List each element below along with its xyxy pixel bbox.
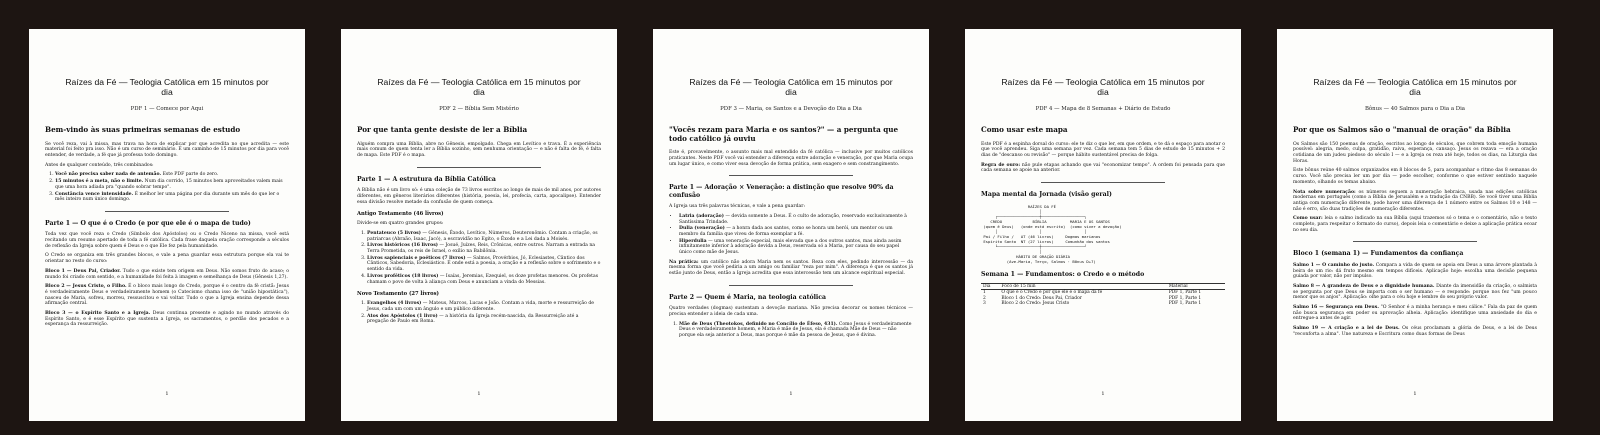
part-heading: Mapa mental da Jornada (visão geral) <box>981 191 1112 199</box>
horizontal-rule <box>1353 241 1477 242</box>
list-item-text: — Mateus, Marcos, Lucas e João. Contam a vida, morte e ressurreição de Jesus, cada um com um ângulo e um público diferente. <box>367 301 595 312</box>
pdf-page-2 <box>341 29 617 421</box>
section-heading: Por que os Salmos são o "manual de oração" da Bíblia <box>1293 125 1511 134</box>
section-heading: "Vocês rezam para Maria e os santos?" — a pergunta que todo católico já ouviu <box>669 125 899 143</box>
numbered-list <box>357 231 601 285</box>
paragraph-lead: Como usar: <box>1293 216 1323 222</box>
list-item-lead: Evangelhos (4 livros) <box>367 301 422 307</box>
paragraph-text: Quatro verdades (dogmas) sustentam a devoção mariana. Não precisa decorar os nomes técnicos — precisa entender a ideia de cada uma. <box>669 306 913 317</box>
list-item <box>367 314 601 325</box>
horizontal-rule <box>1041 182 1165 183</box>
paragraph-text: Divide-se em quatro grandes grupos: <box>357 221 444 227</box>
list-item-lead: Atos dos Apóstolos (1 livro) <box>367 313 438 319</box>
table-cell: PDF 1, Parte 1 <box>1168 290 1202 296</box>
paragraph <box>669 260 913 277</box>
table-cell: Bloco 2 do Credo: Jesus Cristo <box>1001 301 1070 307</box>
bullet-list <box>669 214 913 256</box>
list-item <box>367 274 601 285</box>
paragraph <box>1293 263 1537 280</box>
document-title: Raízes da Fé — Teologia Católica em 15 minutos por dia <box>65 77 269 97</box>
paragraph-text: A Igreja usa três palavras técnicas, e vale a pena guardar: <box>669 204 805 210</box>
table-cell: 1 <box>983 290 986 296</box>
paragraph-text: Se você reza, vai à missa, mas trava na hora de explicar por que acredita no que acredita — este material foi feito pra isso. Não é um curso de seminário. É um caminho de 15 minutos por dia para você entender, de verdade, a fé que já professa todo domingo. <box>45 141 289 158</box>
paragraph-text: Os Salmos são 150 poemas de oração, escritos ao longo de séculos, que cobrem toda emoção humana possível: alegria, medo, culpa, gratidão, raiva, esperança, cansaço. Jesus os rezava — era a oração cotidiana de um judeu piedoso do século I — e a Igreja os reza até hoje, todos os dias, na Liturgia das Horas. <box>1293 141 1537 164</box>
paragraph <box>669 150 913 167</box>
list-item-lead: Pentateuco (5 livros) <box>367 230 421 236</box>
pdf-page-3 <box>653 29 929 421</box>
table-cell: PDF 1, Parte 1 <box>1168 301 1202 307</box>
table-cell: Bloco 1 do Credo: Deus Pai, Criador <box>1001 295 1082 301</box>
document-title: Raízes da Fé — Teologia Católica em 15 minutos por dia <box>1313 77 1517 97</box>
paragraph <box>1293 284 1537 301</box>
mind-map-line: │ <box>981 208 1042 214</box>
paragraph-text: não pule etapas achando que vai "economizar tempo". A ordem foi pensada para que cada semana se apoie na anterior. <box>981 162 1225 174</box>
list-item-text: — Gênesis, Êxodo, Levítico, Números, Deuteronômio. Contam a criação, os patriarcas (Abraão, Isaac, Jacó), a escravidão no Egito, o Êxodo e a Lei dada a Moisés. <box>367 230 598 242</box>
part-heading: Parte 1 — A estrutura da Bíblia Católica <box>357 175 496 183</box>
paragraph-text: Compara a vida de quem se apoia em Deus a uma árvore plantada à beira de um rio: dá fruto mesmo em tempos difíceis. Aplicação hoje: escolha uma decisão pequena guiada por valor, não por impulso. <box>1293 262 1537 280</box>
horizontal-rule <box>105 211 229 212</box>
paragraph <box>981 163 1225 174</box>
list-item-lead: Livros proféticos (18 livros) <box>367 273 439 279</box>
list-item <box>55 179 289 190</box>
paragraph <box>45 142 289 159</box>
document-subtitle: PDF 2 — Bíblia Sem Mistério <box>439 106 519 112</box>
table-header-cell: Dia <box>981 283 999 289</box>
study-schedule-table <box>981 283 1225 307</box>
paragraph <box>45 253 289 264</box>
paragraph-lead: Bloco 1 — Deus Pai, Criador. <box>45 268 121 274</box>
part-heading: Parte 1 — Adoração × Veneração: a distinção que resolve 90% da confusão <box>669 184 894 199</box>
paragraph-text: "O Senhor é a minha herança e meu cálice." Fala da paz de quem não busca segurança em poder ou aprovação alheia. Aplicação: identifique uma ansiedade do dia e entregue-a antes de agir. <box>1293 305 1537 322</box>
mind-map-line: (quem é Deus) (onde está escrito) (como viver a devoção) <box>981 223 1122 229</box>
document-title: Raízes da Fé — Teologia Católica em 15 minutos por dia <box>689 77 893 97</box>
paragraph-text: Este PDF é a espinha dorsal do curso: ele te diz o que ler, em que ordem, e te dá o espaço para anotar o que você aprendeu. Siga uma semana por vez. Cada semana tem 5 dias de estudo de 15 minutos + 2 dias de "descanso ou revisão" — porque hábito sustentável precisa de folga. <box>981 141 1225 158</box>
table-cell: 2 <box>983 295 986 301</box>
document-title: Raízes da Fé — Teologia Católica em 15 minutos por dia <box>377 77 581 97</box>
list-item <box>367 231 601 242</box>
paragraph <box>1293 216 1537 233</box>
list-item-text: — Josué, Juízes, Reis, Crônicas, entre outros. Narram a entrada na Terra Prometida, os reis de Israel, o exílio na Babilônia. <box>367 243 596 255</box>
document-subtitle: PDF 1 — Comece por Aqui <box>130 106 204 112</box>
paragraph-text: Antes de qualquer conteúdo, três combinados: <box>45 162 154 168</box>
pdf-page-4 <box>965 29 1241 421</box>
part-heading: Bloco 1 (semana 1) — Fundamentos da confiança <box>1293 250 1464 258</box>
mind-map-line: (Ave-Maria, Terço, Salmos · Bônus D+7) <box>981 258 1096 264</box>
document-subtitle: PDF 3 — Maria, os Santos e a Devoção do Dia a Dia <box>720 106 862 112</box>
list-item-text: É melhor ler uma página por dia durante um mês do que ler o mês inteiro num único domingo. <box>55 191 280 203</box>
subsection-heading: Antigo Testamento (46 livros) <box>357 211 444 218</box>
table-cell: PDF 1, Parte 1 <box>1168 295 1202 301</box>
paragraph <box>45 269 289 280</box>
mind-map-line: RAÍZES DA FÉ <box>981 203 1056 209</box>
horizontal-rule <box>729 175 853 176</box>
paragraph-lead: Regra de ouro: <box>981 162 1021 168</box>
list-item <box>367 301 601 312</box>
list-item <box>367 256 601 273</box>
mind-map-line: CREDO BÍBLIA MARIA E OS SANTOS <box>981 218 1110 224</box>
table-header-cell: Material <box>1167 283 1225 289</box>
table-row <box>981 301 1225 306</box>
paragraph-lead: Salmo 1 — O caminho do justo. <box>1293 262 1375 268</box>
list-item-text: — uma veneração especial, mais elevada que a dos outros santos, mas ainda assim infinitamente inferior à adoração devida a Deus, reservada só a Maria, por causa do seu papel único como mãe de Jesus. <box>679 238 902 256</box>
part-heading: Parte 1 — O que é o Credo (e por que ele é o mapa de tudo) <box>45 219 251 227</box>
paragraph <box>1293 168 1537 185</box>
paragraph <box>45 163 289 169</box>
pdf-page-1 <box>29 29 305 421</box>
list-item-text: Este PDF parte do zero. <box>161 172 219 178</box>
document-subtitle: Bônus — 40 Salmos para o Dia a Dia <box>1364 106 1466 112</box>
paragraph <box>669 306 913 317</box>
section-heading: Bem-vindo às suas primeiras semanas de estudo <box>45 125 241 134</box>
mind-map-line: HÁBITO DE ORAÇÃO DIÁRIA <box>981 253 1071 259</box>
subsection-heading: Novo Testamento (27 livros) <box>357 291 439 298</box>
page-number: 1 <box>477 391 481 397</box>
list-item-lead: Dulia (veneração) <box>679 226 725 232</box>
paragraph <box>1293 326 1537 337</box>
paragraph <box>45 311 289 328</box>
paragraph-text: A Bíblia não é um livro só: é uma coleção de 73 livros escritos ao longo de mais de mil anos, por autores diferentes, em gêneros literários diferentes (história, poesia, lei, profecia, carta, apocalipse). Entender essa divisão resolve metade da confusão de quem começa. <box>357 188 601 205</box>
section-heading: Como usar este mapa <box>981 125 1068 134</box>
paragraph-text: Tudo o que existe tem origem em Deus. Não somos fruto do acaso; o mundo foi criado com sentido, e a humanidade foi feita à imagem e semelhança de Deus (Gênesis 1,27). <box>45 268 289 280</box>
paragraph-text: Este é, provavelmente, o assunto mais mal entendido da fé católica — inclusive por muitos católicos praticantes. Neste PDF você vai entender a diferença entre adoração e veneração, por que Maria ocupa um lugar único, e como viver essa devoção de forma prática, sem exagero e sem constrangimento. <box>669 150 913 167</box>
list-item-text: — a honra dada aos santos, como se honra um herói, um mentor ou um membro da família que viveu de forma exemplar a fé. <box>679 226 893 237</box>
paragraph <box>669 204 913 210</box>
page-number: 1 <box>1413 391 1417 397</box>
paragraph-lead: Salmo 8 — A grandeza de Deus e a dignidade humana. <box>1293 283 1435 289</box>
horizontal-rule <box>729 285 853 286</box>
table-header-cell: Foco de 15 min <box>999 283 1166 289</box>
list-item-lead: 15 minutos é a meta, não o limite. <box>55 179 144 185</box>
document-title: Raízes da Fé — Teologia Católica em 15 minutos por dia <box>1001 77 1205 97</box>
list-item <box>679 322 913 339</box>
paragraph-lead: Bloco 2 — Jesus Cristo, o Filho. <box>45 284 127 290</box>
list-item <box>679 226 913 237</box>
mind-map-line: │ │ │ <box>981 228 1087 234</box>
numbered-list <box>45 172 289 203</box>
paragraph-text: Diante da imensidão da criação, o salmista se pergunta por que Deus se importa com o ser humano — e responde: porque nos fez "um pouco menor que os anjos". Aplicação: olhe para o céu hoje e lembre do seu próprio valor. <box>1293 283 1537 301</box>
list-item-text: — devida somente a Deus. É o culto de adoração, reservado exclusivamente à Santíssima Trindade. <box>679 213 907 225</box>
pdf-page-5 <box>1277 29 1553 421</box>
mind-map-line: Pai / Filho / AT (46 livros) Dogmas marianos <box>981 233 1101 239</box>
paragraph <box>1293 190 1537 213</box>
part-heading: Parte 2 — Quem é Maria, na teologia católica <box>669 293 827 301</box>
paragraph-lead: Na prática: <box>669 259 699 265</box>
paragraph-text: É o bloco mais longo do Credo, porque é o centro da fé cristã: Jesus é verdadeiramente Deus e verdadeiramente homem (o Catecismo chama isso de "união hipostática"), nasceu de Maria, sofreu, morreu, ressuscitou e vai voltar. Tudo o que a Igreja ensina depende dessa afirmação central. <box>45 284 289 307</box>
paragraph <box>357 142 601 159</box>
paragraph-lead: Bloco 3 — o Espírito Santo e a Igreja. <box>45 311 151 317</box>
document-subtitle: PDF 4 — Mapa de 8 Semanas + Diário de Estudo <box>1035 106 1171 112</box>
list-item-lead: Latria (adoração) <box>679 213 724 219</box>
list-item-text: Num dia corrido, 15 minutos bem aproveitados valem mais que uma hora adiada pra "quando sobrar tempo". <box>55 179 283 190</box>
list-item-text: Como Jesus é verdadeiramente Deus e verdadeiramente homem, e Maria é mãe de Jesus, ela é chamada Mãe de Deus — não porque ela seja anterior a Deus, mas porque é mãe da pessoa de Jesus, que é divina. <box>679 321 912 339</box>
table-cell: O que é o Credo e por que ele é o mapa da fé <box>1001 290 1103 296</box>
paragraph <box>1293 305 1537 322</box>
paragraph-lead: Salmo 19 — A criação e a lei de Deus. <box>1293 326 1400 332</box>
page-number: 1 <box>165 391 169 397</box>
ascii-mind-map <box>981 204 1225 264</box>
section-heading: Por que tanta gente desiste de ler a Bíblia <box>357 125 528 134</box>
paragraph-text: Este bônus reúne 40 salmos organizados em 8 blocos de 5, para acompanhar o ritmo das 8 semanas do curso. Você não precisa ler um por dia — pode escolher, conforme o que estiver sentindo naquele momento, olhando os temas abaixo. <box>1293 168 1537 185</box>
paragraph <box>357 188 601 205</box>
mind-map-line: └──────────────────┼──────────────────┘ <box>981 243 1087 249</box>
list-item-lead: Livros históricos (16 livros) <box>367 243 438 249</box>
list-item-lead: Constância vence intensidade. <box>55 191 134 197</box>
paragraph-text: os números seguem a numeração hebraica, usada nas edições católicas modernas em português (como a Bíblia de Jerusalém e a tradução da CNBB). Se você tiver uma Bíblia antiga com numeração diferente, pode haver uma diferença de 1 número entre os Salmos 10 e 148 — não é erro, são duas tradições de numeração diferentes. <box>1293 189 1537 212</box>
paragraph <box>45 284 289 307</box>
list-item-text: — Salmos, Provérbios, Jó, Eclesiastes, Cântico dos Cânticos, Sabedoria, Eclesiástico. É onde está a poesia, a oração e a reflexão sobre o sofrimento e o sentido da vida. <box>367 255 601 273</box>
numbered-list <box>669 322 913 339</box>
paragraph-text: O Credo se organiza em três grandes blocos, e vale a pena guardar essa estrutura porque ela vai te orientar no resto do curso: <box>45 253 289 265</box>
numbered-list <box>357 301 601 325</box>
horizontal-rule <box>417 167 541 168</box>
list-item <box>367 243 601 254</box>
page-number: 1 <box>1101 391 1105 397</box>
list-item-text: — a história da Igreja recém-nascida, da Ressurreição até a pregação de Paulo em Roma. <box>367 313 579 325</box>
mind-map-line: │ <box>981 248 1042 254</box>
list-item <box>679 214 913 225</box>
paragraph-text: Deus continua presente e agindo no mundo através do Espírito Santo, e é esse Espírito que sustenta a Igreja, os sacramentos, o perdão dos pecados e a esperança da ressurreição. <box>45 311 290 328</box>
paragraph-text: leia o salmo indicado na sua Bíblia (aqui trazemos só o tema e o comentário, não o texto completo, para respeitar o formato do curso), depois leia o comentário e deixe a aplicação prática ecoar no seu dia. <box>1293 216 1537 233</box>
paragraph-text: um católico não adora Maria nem os santos. Reza com eles, pedindo intercessão — da mesma forma que você pediria a um amigo ou familiar "reza por mim". A diferença é que os santos já estão junto de Deus, então a Igreja acredita que essa intercessão tem um alcance espiritual especial. <box>669 259 913 277</box>
mind-map-line: Espírito Santo NT (27 livros) Comunhão dos santos <box>981 238 1110 244</box>
list-item-lead: Mãe de Deus (Theotokos, definido no Concílio de Éfeso, 431). <box>679 321 838 327</box>
table-cell: 3 <box>983 301 986 307</box>
page-number: 1 <box>789 391 793 397</box>
mind-map-line: ┌──────────────────┼──────────────────┐ <box>981 213 1087 219</box>
list-item-lead: Livros sapienciais e poéticos (7 livros) <box>367 255 466 261</box>
paragraph <box>981 142 1225 159</box>
paragraph-text: Os céus proclamam a glória de Deus, e a lei de Deus "reconforta a alma". Une natureza e Escritura como duas formas de Deus <box>1293 326 1537 337</box>
paragraph <box>1293 142 1537 165</box>
list-item <box>679 239 913 256</box>
part-heading: Semana 1 — Fundamentos: o Credo e o método <box>981 270 1145 278</box>
list-item-text: — Isaías, Jeremias, Ezequiel, os doze profetas menores. Os profetas chamam o povo de volta à aliança com Deus e anunciam a vinda do Messias. <box>367 273 599 285</box>
paragraph-lead: Salmo 16 — Segurança em Deus. <box>1293 305 1379 311</box>
list-item <box>55 192 289 203</box>
list-item <box>55 172 289 178</box>
paragraph <box>45 232 289 249</box>
paragraph-text: Toda vez que você reza o Credo (Símbolo dos Apóstolos) ou o Credo Niceno na missa, você está recitando um resumo apertado de toda a fé católica. Cada frase daquela oração corresponde a séculos de reflexão da Igreja sobre quem é Deus e o que Ele fez pela humanidade. <box>45 232 289 249</box>
list-item-lead: Hiperdulia <box>679 238 707 244</box>
paragraph-text: Alguém compra uma Bíblia, abre no Gênesis, empolgado. Chega em Levítico e trava. É a experiência mais comum de quem tenta ler a Bíblia sozinho, sem nenhuma orientação — e não é falta de fé, é falta de mapa. Este PDF é o mapa. <box>357 141 601 158</box>
list-item-lead: Você não precisa saber nada de antemão. <box>55 172 162 178</box>
paragraph-lead: Nota sobre numeração: <box>1293 189 1356 195</box>
paragraph <box>357 221 601 227</box>
